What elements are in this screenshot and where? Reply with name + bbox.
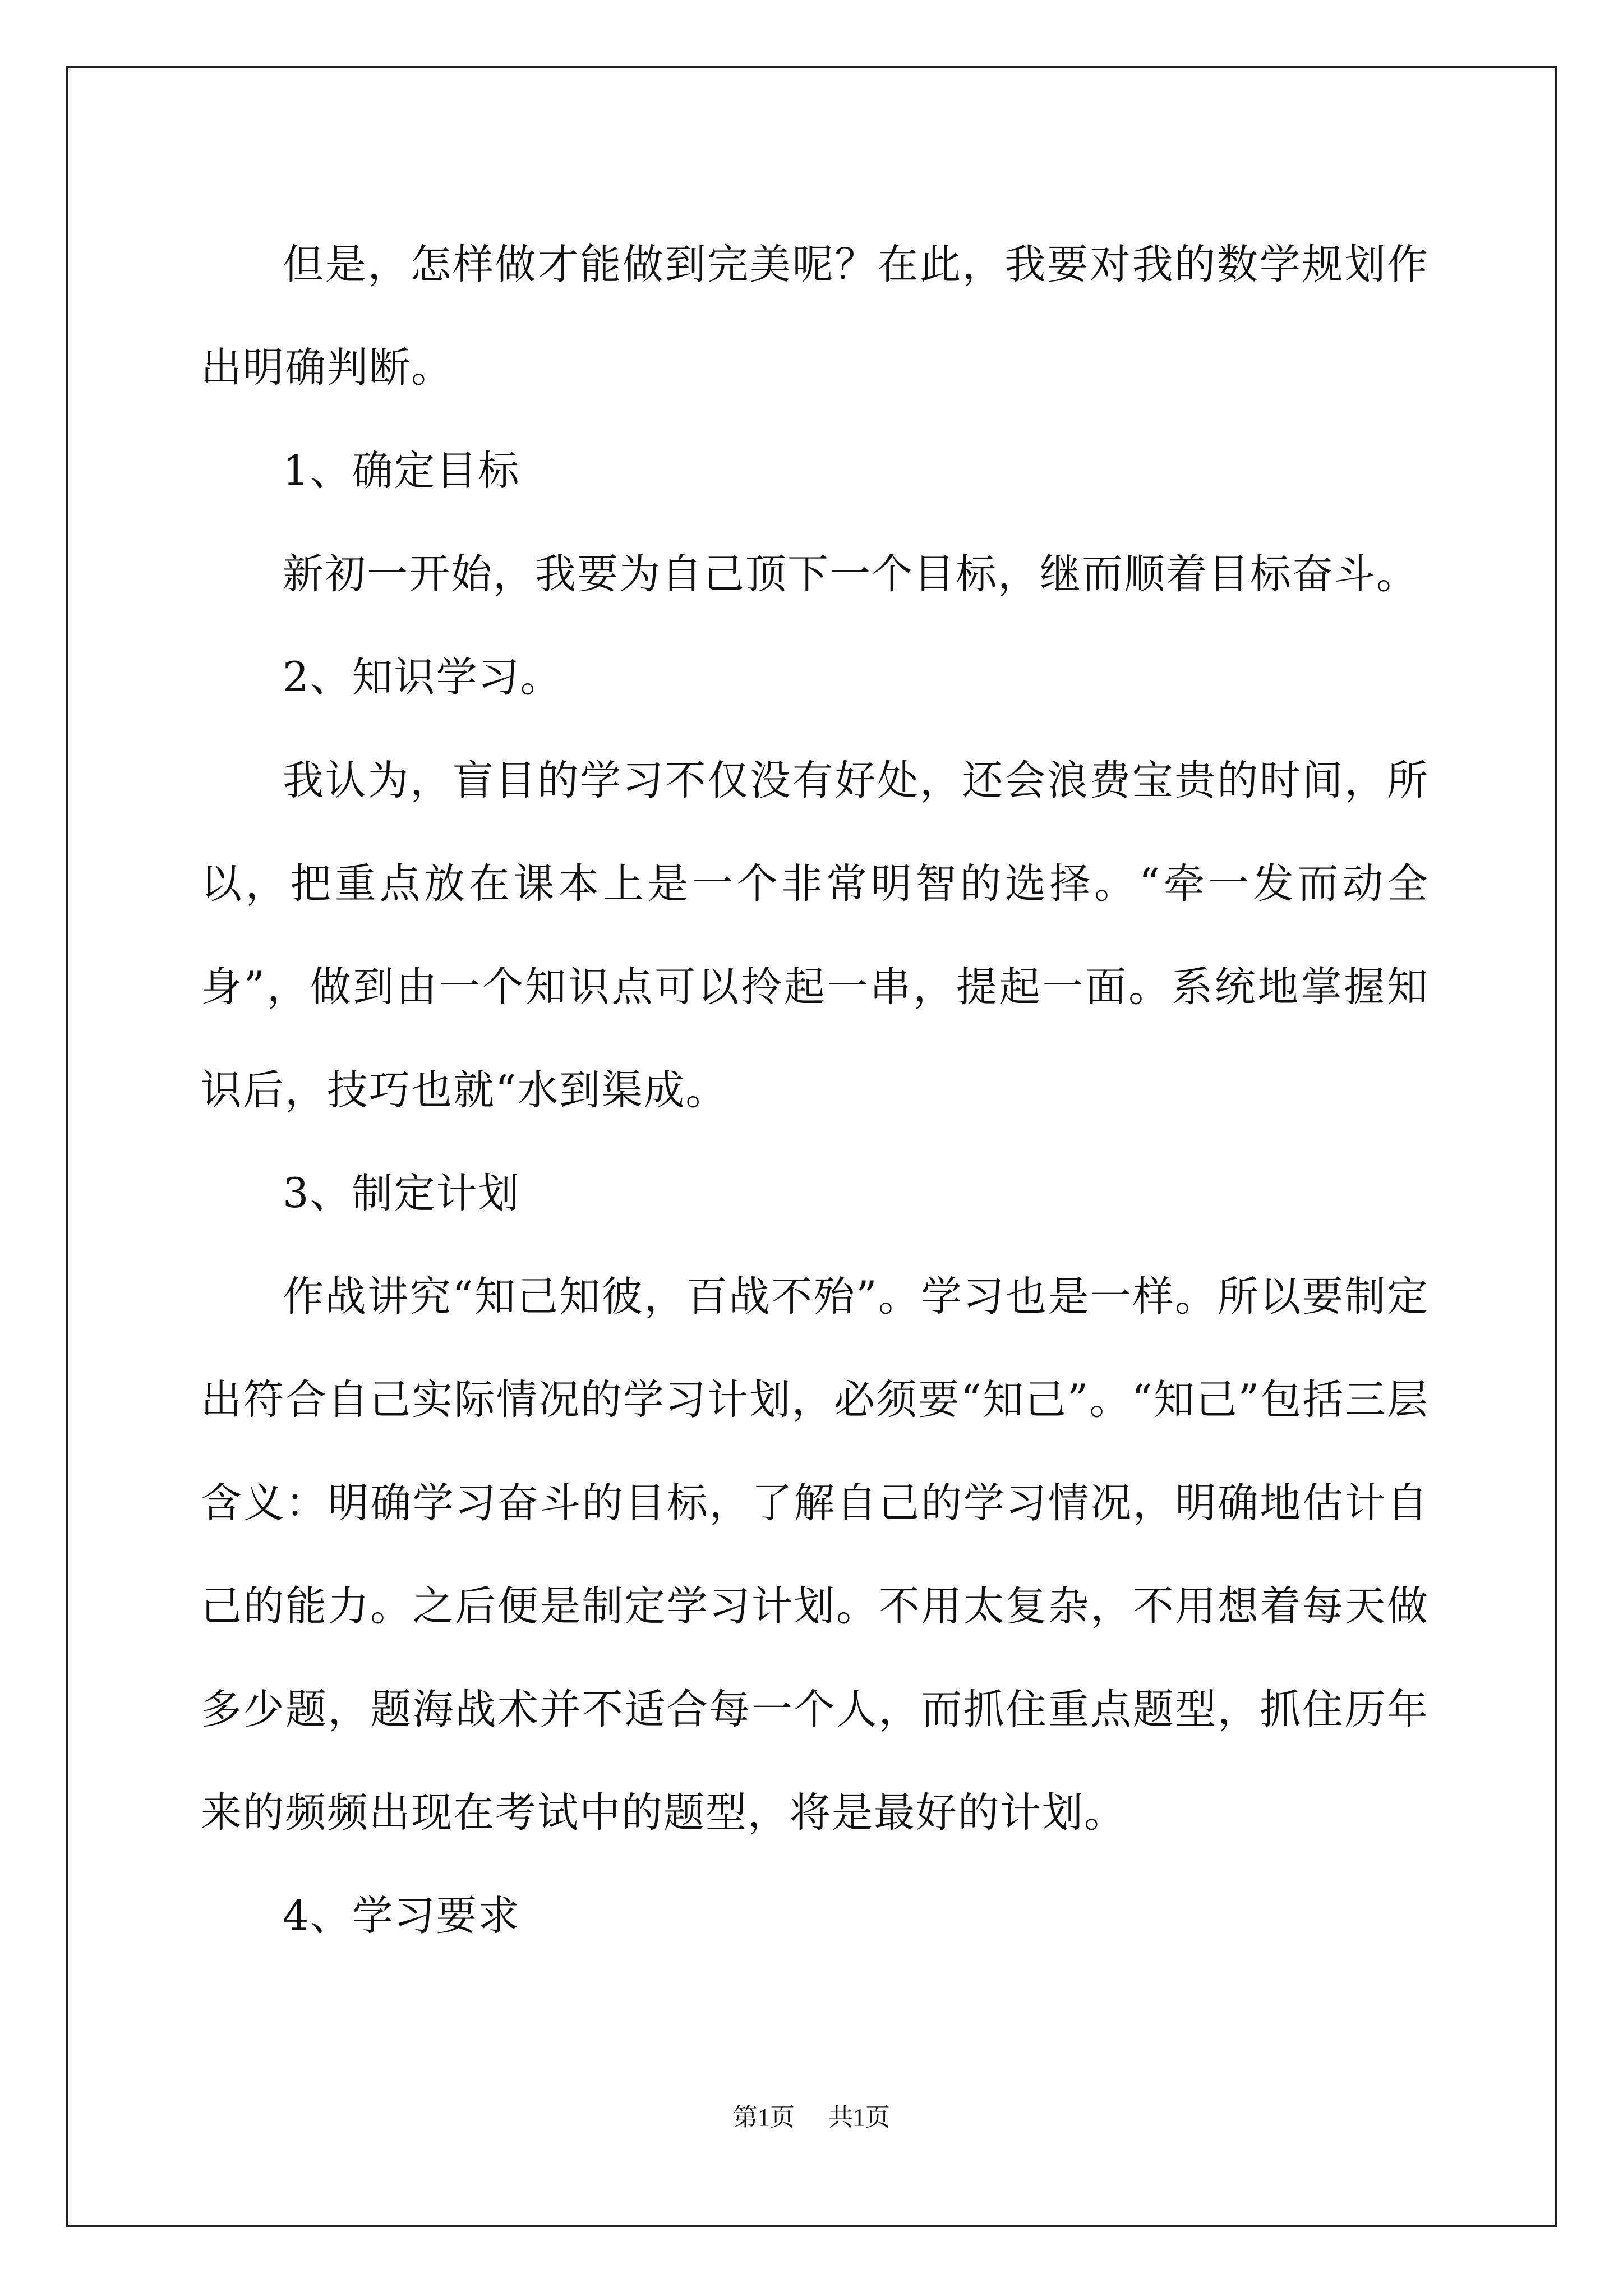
page-number: 第1页: [733, 2104, 795, 2131]
section-heading: 2、知识学习。: [283, 654, 562, 701]
paragraph: 我认为，盲目的学习不仅没有好处，还会浪费宝贵的时间，所以，把重点放在课本上是一个非常明智的选择。“牵一发而动全身”，做到由一个知识点可以拎起一串，提起一面。系统地掌握知识后，技巧也就“水到渠成。: [201, 757, 1429, 1114]
document-body: [201, 213, 1429, 1968]
paragraph: 作战讲究“知己知彼，百战不殆”。学习也是一样。所以要制定出符合自己实际情况的学习计划，必须要“知己”。“知己”包括三层含义：明确学习奋斗的目标，了解自己的学习情况，明确地估计自己的能力。之后便是制定学习计划。不用太复杂，不用想着每天做多少题，题海战术并不适合每一个人，而抓住重点题型，抓住历年来的频频出现在考试中的题型，将是最好的计划。: [201, 1273, 1429, 1837]
section-heading: 4、学习要求: [283, 1892, 520, 1940]
section-heading: 1、确定目标: [283, 447, 520, 495]
page-total: 共1页: [828, 2104, 890, 2131]
section-heading: 3、制定计划: [283, 1170, 520, 1217]
paragraph: 新初一开始，我要为自己顶下一个目标，继而顺着目标奋斗。: [283, 550, 1418, 598]
paragraph: 但是，怎样做才能做到完美呢？在此，我要对我的数学规划作出明确判断。: [201, 241, 1429, 392]
page-footer: [0, 2101, 1623, 2134]
